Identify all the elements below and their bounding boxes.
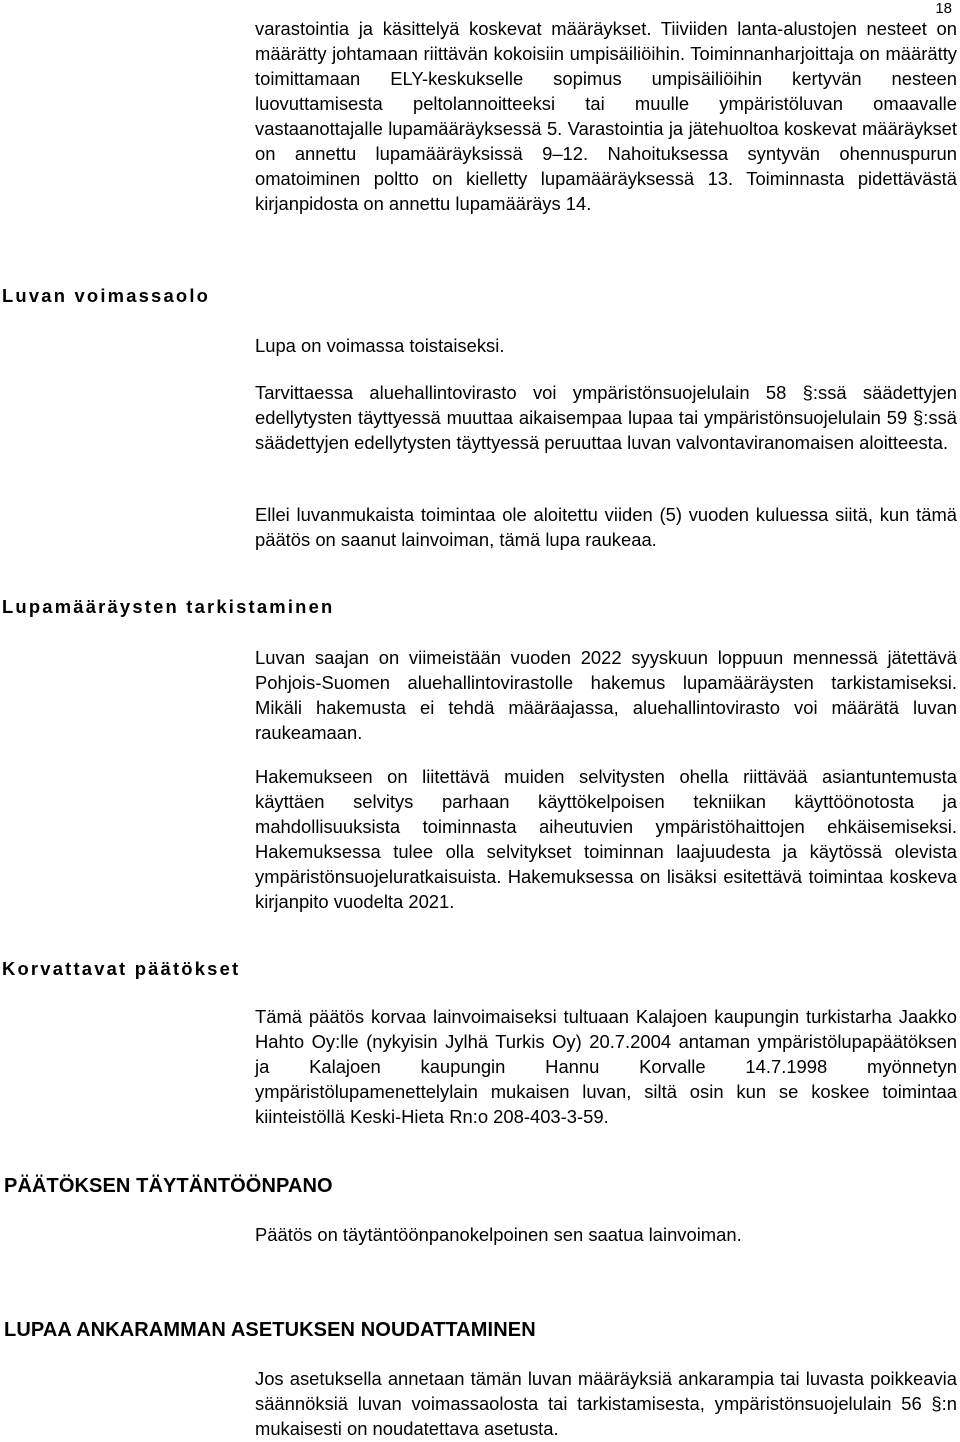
paragraph-voimassaolo-1: Lupa on voimassa toistaiseksi. xyxy=(255,335,505,356)
paragraph-voimassaolo-2: Tarvittaessa aluehallintovirasto voi ympäristönsuojelulain 58 §:ssä säädettyjen edellytysten täyttyessä muuttaa aikaisempaa lupaa tai ympäristönsuojelulain 59 §:ssä säädettyjen edellytysten täyttyessä peruuttaa luvan valvontaviranomaisen aloitteesta. xyxy=(255,382,957,453)
paragraph-taytantoonpano: Päätös on täytäntöönpanokelpoinen sen saatua lainvoiman. xyxy=(255,1224,742,1245)
heading-lupamaaraysten-tarkistaminen: Lupamääräysten tarkistaminen xyxy=(2,596,335,617)
heading-korvattavat-paatokset: Korvattavat päätökset xyxy=(2,958,241,979)
heading-lupaa-ankaramman: LUPAA ANKARAMMAN ASETUKSEN NOUDATTAMINEN xyxy=(4,1319,536,1341)
heading-luvan-voimassaolo: Luvan voimassaolo xyxy=(2,285,211,306)
heading-paatoksen-taytantoonpano: PÄÄTÖKSEN TÄYTÄNTÖÖNPANO xyxy=(4,1175,333,1197)
paragraph-korvattavat: Tämä päätös korvaa lainvoimaiseksi tultuaan Kalajoen kaupungin turkistarha Jaakko Hahto Oy:lle (nykyisin Jylhä Turkis Oy) 20.7.2004 antaman ympäristölupapäätöksen ja Kalajoen kaupungin Hannu Korvalle 14.7.1998 myönnetyn ympäristölupamenettelylain mukaisen luvan, siltä osin kun se koskee toimintaa kiinteistöllä Keski-Hieta Rn:o 208-403-3-59. xyxy=(255,1006,957,1127)
intro-paragraph: varastointia ja käsittelyä koskevat määräykset. Tiiviiden lanta-alustojen nesteet on määrätty johtamaan riittävän kokoisiin umpisäiliöihin. Toiminnanharjoittaja on määrätty toimittamaan ELY-keskukselle sopimus umpisäiliöihin kertyvän nesteen luovuttamisesta peltolannoitteeksi tai muulle ympäristöluvan omaavalle vastaanottajalle lupamääräyksessä 5. Varastointia ja jätehuoltoa koskevat määräykset on annettu lupamääräyksissä 9–12. Nahoituksessa syntyvän ohennuspurun omatoiminen poltto on kielletty lupamääräyksessä 13. Toiminnasta pidettävästä kirjanpidosta on annettu lupamääräys 14. xyxy=(255,18,957,214)
paragraph-tarkistaminen-1: Luvan saajan on viimeistään vuoden 2022 syyskuun loppuun mennessä jätettävä Pohjois-Suomen aluehallintovirastolle hakemus lupamääräysten tarkistamiseksi. Mikäli hakemusta ei tehdä määräajassa, aluehallintovirasto voi määrätä luvan raukeamaan. xyxy=(255,647,957,743)
paragraph-voimassaolo-3: Ellei luvanmukaista toimintaa ole aloitettu viiden (5) vuoden kuluessa siitä, kun tämä päätös on saanut lainvoiman, tämä lupa raukeaa. xyxy=(255,504,957,550)
paragraph-tarkistaminen-2: Hakemukseen on liitettävä muiden selvitysten ohella riittävää asiantuntemusta käyttäen selvitys parhaan käyttökelpoisen tekniikan käyttöönotosta ja mahdollisuuksista toiminnasta aiheutuvien ympäristöhaittojen ehkäisemiseksi. Hakemuksessa tulee olla selvitykset toiminnan laajuudesta ja käytössä olevista ympäristönsuojeluratkaisuista. Hakemuksessa on lisäksi esitettävä toimintaa koskeva kirjanpito vuodelta 2021. xyxy=(255,766,957,912)
page-number: 18 xyxy=(935,0,952,17)
paragraph-lupaa-ankaramman: Jos asetuksella annetaan tämän luvan määräyksiä ankarampia tai luvasta poikkeavia säännöksiä luvan voimassaolosta tai tarkistamisesta, ympäristönsuojelulain 56 §:n mukaisesti on noudatettava asetusta. xyxy=(255,1368,957,1439)
